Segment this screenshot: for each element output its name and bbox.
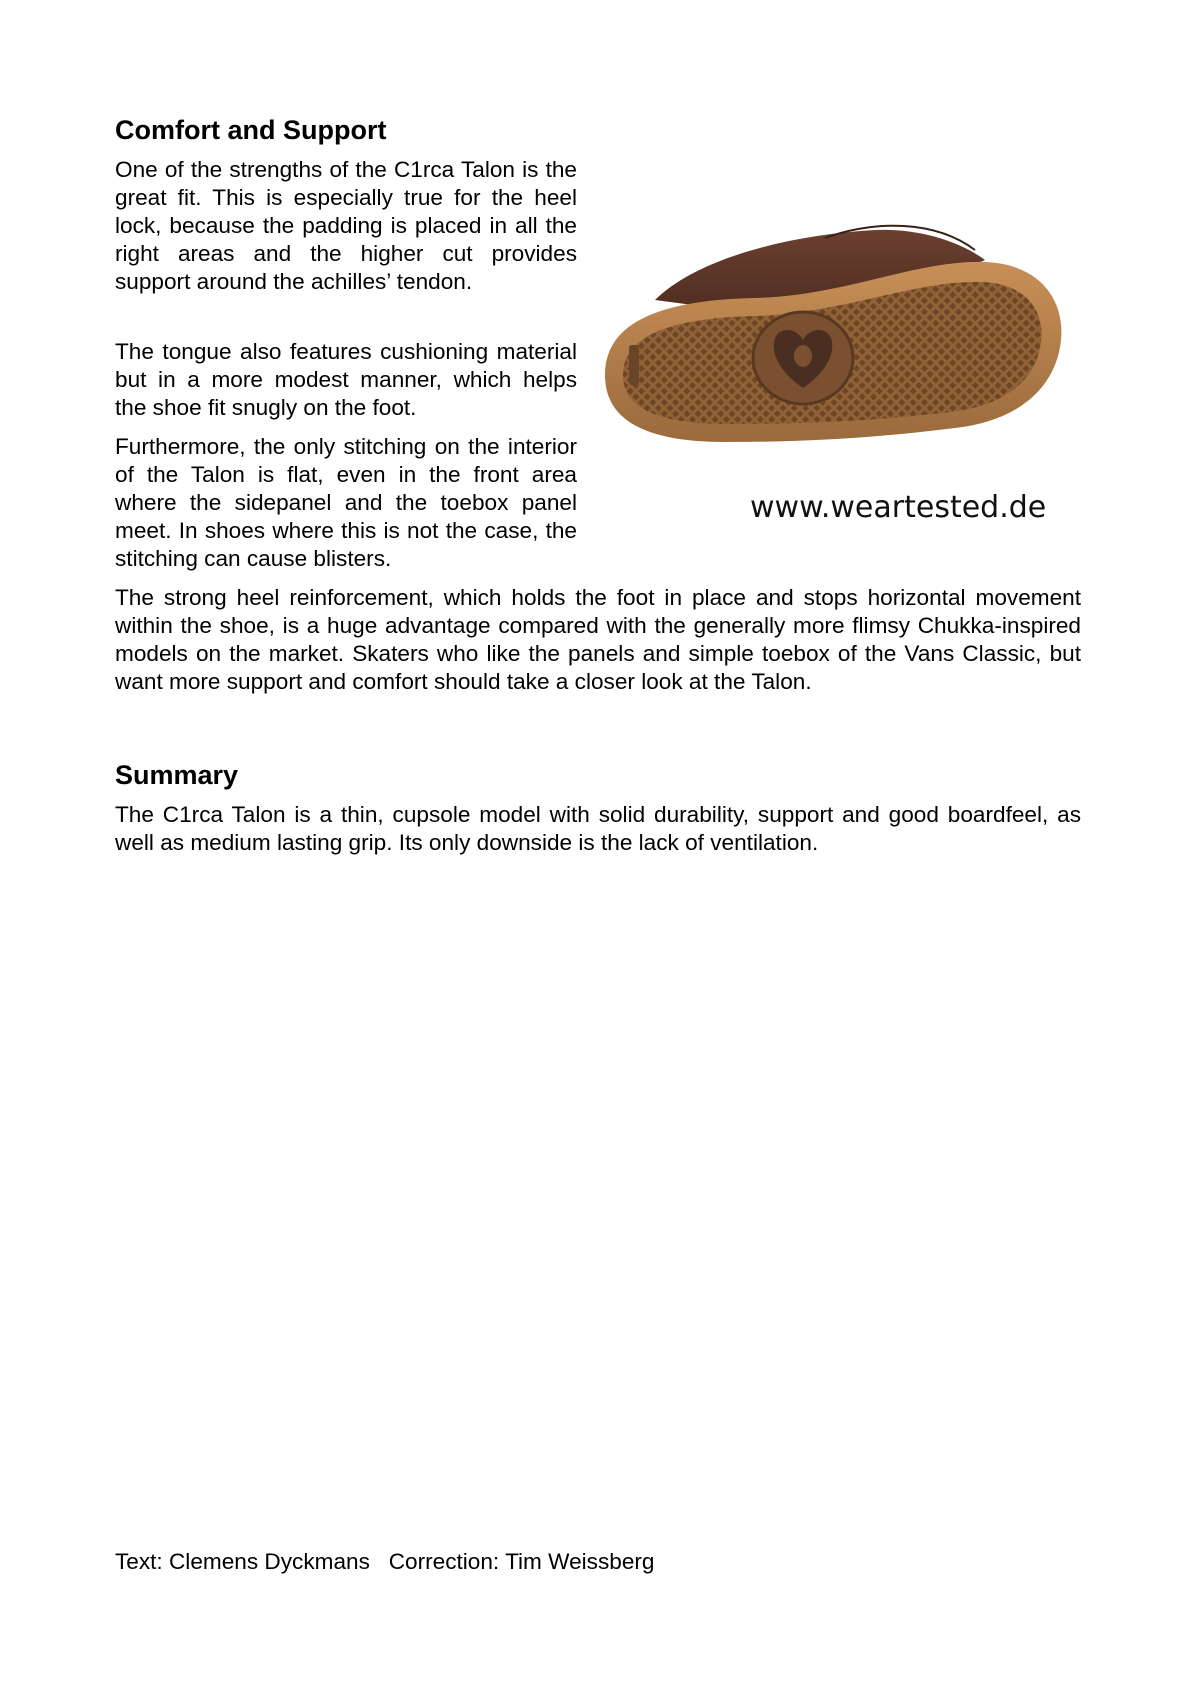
section-heading-summary: Summary <box>115 760 239 790</box>
paragraph-heel-reinforcement: The strong heel reinforcement, which holds the foot in place and stops horizontal movement within the shoe, is a huge advantage compared with the generally more flimsy Chukka-inspired models on the market. Skaters who like the panels and simple toebox of the Vans Classic, but want more support and comfort should take a closer look at the Talon. <box>115 585 1081 694</box>
shoe-sole-illustration <box>585 150 1085 535</box>
watermark-url: www.weartested.de <box>750 490 1047 525</box>
paragraph-stitching: Furthermore, the only stitching on the interior of the Talon is flat, even in the front area where the sidepanel and the toebox panel meet. In shoes where this is not the case, the stitching can cause blisters. <box>115 434 577 571</box>
footer-credits: Text: Clemens Dyckmans Correction: Tim Weissberg <box>115 1549 655 1574</box>
paragraph-tongue: The tongue also features cushioning material but in a more modest manner, which helps the shoe fit snugly on the foot. <box>115 339 577 420</box>
section-heading-comfort-and-support: Comfort and Support <box>115 115 387 145</box>
paragraph-fit: One of the strengths of the C1rca Talon is the great fit. This is especially true for the heel lock, because the padding is placed in all the right areas and the higher cut provides support around the achilles’ tendon. <box>115 157 577 294</box>
paragraph-summary: The C1rca Talon is a thin, cupsole model with solid durability, support and good boardfeel, as well as medium lasting grip. Its only downside is the lack of ventilation. <box>115 802 1081 855</box>
shoe-sole-photo <box>585 150 1085 535</box>
toe-tag-shape <box>629 345 639 385</box>
